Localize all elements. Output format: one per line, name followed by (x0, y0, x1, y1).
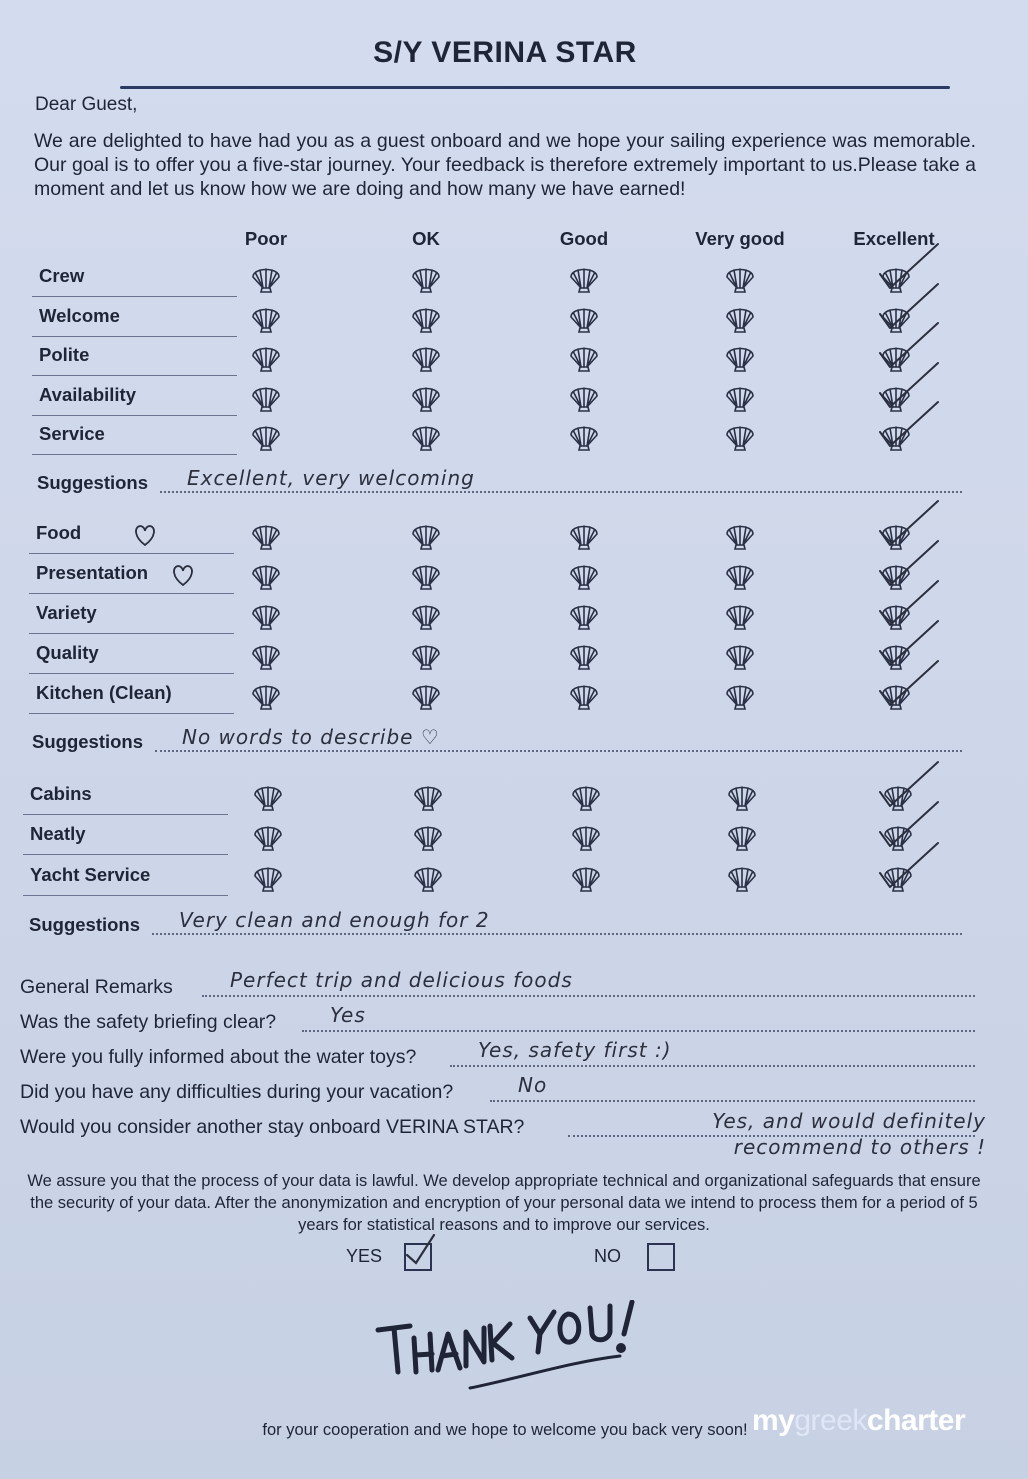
shell-rating-very-good[interactable] (723, 340, 757, 374)
watermark-part-greek: greek (794, 1404, 867, 1437)
column-header-ok: OK (412, 228, 440, 249)
question-label: Was the safety briefing clear? (20, 1011, 277, 1033)
answer-dotted-line (302, 1028, 975, 1032)
shell-rating-very-good[interactable] (725, 860, 759, 894)
row-label-cabins: Cabins (30, 783, 92, 804)
row-label-food: Food (36, 522, 82, 543)
suggestions-handwritten-answer[interactable]: Very clean and enough for 2 (179, 908, 490, 932)
thank-you-lettering (370, 1300, 660, 1395)
shell-rating-poor[interactable] (249, 678, 283, 712)
shell-rating-ok[interactable] (411, 860, 445, 894)
shell-rating-ok[interactable] (409, 558, 443, 592)
question-label: Were you fully informed about the water toys? (20, 1046, 417, 1068)
suggestions-label: Suggestions (32, 731, 144, 752)
shell-rating-poor[interactable] (251, 779, 285, 813)
row-label-crew: Crew (39, 265, 85, 286)
row-divider (32, 415, 237, 416)
row-divider (29, 713, 234, 714)
shell-rating-very-good[interactable] (723, 518, 757, 552)
row-divider (23, 854, 228, 855)
consent-no-checkbox[interactable] (647, 1243, 675, 1271)
column-header-good: Good (559, 228, 609, 249)
watermark-part-my: my (752, 1404, 795, 1437)
row-divider (29, 593, 234, 594)
question-label: Did you have any difficulties during your vacation? (20, 1081, 454, 1103)
shell-rating-poor[interactable] (249, 380, 283, 414)
question-label: Would you consider another stay onboard VERINA STAR? (20, 1116, 525, 1138)
shell-rating-poor[interactable] (249, 301, 283, 335)
shell-rating-poor[interactable] (249, 558, 283, 592)
shell-rating-very-good[interactable] (723, 419, 757, 453)
row-divider (32, 454, 237, 455)
shell-rating-ok[interactable] (409, 598, 443, 632)
shell-rating-ok[interactable] (409, 380, 443, 414)
row-divider (32, 336, 237, 337)
shell-rating-ok[interactable] (411, 779, 445, 813)
form-title: S/Y VERINA STAR (373, 36, 637, 69)
shell-rating-poor[interactable] (249, 518, 283, 552)
watermark-part-charter: charter (866, 1404, 966, 1437)
suggestions-label: Suggestions (37, 472, 149, 493)
shell-rating-very-good[interactable] (725, 819, 759, 853)
row-divider (29, 553, 234, 554)
greeting: Dear Guest, (35, 94, 138, 115)
suggestions-handwritten-answer[interactable]: Excellent, very welcoming (187, 466, 475, 490)
shell-rating-ok[interactable] (409, 638, 443, 672)
answer-dotted-line (202, 993, 975, 997)
watermark-logo (752, 1404, 965, 1438)
consent-no-label: NO (594, 1246, 621, 1266)
suggestions-handwritten-answer[interactable]: No words to describe ♡ (182, 725, 440, 749)
shell-rating-good[interactable] (567, 380, 601, 414)
shell-rating-ok[interactable] (409, 518, 443, 552)
shell-rating-poor[interactable] (249, 598, 283, 632)
shell-rating-ok[interactable] (411, 819, 445, 853)
checkmark-icon (876, 655, 946, 715)
privacy-notice: We assure you that the process of your data is lawful. We develop appropriate technical and organizational safeguards that ensure the security of your data. After the anonymization and encryption of your personal data we intend to process them for a period of 5 years for statistical reasons and to improve our services. (27, 1172, 981, 1234)
shell-rating-good[interactable] (567, 518, 601, 552)
title-underline (120, 86, 950, 89)
row-label-kitchen-clean: Kitchen (Clean) (36, 682, 172, 703)
shell-rating-good[interactable] (567, 638, 601, 672)
shell-rating-good[interactable] (567, 340, 601, 374)
shell-rating-good[interactable] (567, 301, 601, 335)
shell-rating-very-good[interactable] (723, 380, 757, 414)
row-label-quality: Quality (36, 642, 99, 663)
column-header-excellent: Excellent (853, 228, 935, 249)
row-label-presentation: Presentation (36, 562, 149, 583)
handwritten-answer[interactable]: Yes, safety first :) (478, 1038, 672, 1062)
handwritten-answer[interactable]: No (518, 1073, 548, 1097)
shell-rating-very-good[interactable] (723, 558, 757, 592)
column-header-poor: Poor (244, 228, 288, 249)
shell-rating-very-good[interactable] (723, 678, 757, 712)
checkmark-icon (876, 837, 946, 897)
shell-rating-poor[interactable] (251, 860, 285, 894)
row-divider (29, 633, 234, 634)
shell-rating-poor[interactable] (251, 819, 285, 853)
shell-rating-very-good[interactable] (723, 638, 757, 672)
shell-rating-ok[interactable] (409, 340, 443, 374)
footer-message: for your cooperation and we hope to welcome you back very soon! (262, 1421, 748, 1439)
heart-icon (170, 563, 196, 587)
row-label-neatly: Neatly (30, 823, 86, 844)
shell-rating-very-good[interactable] (725, 779, 759, 813)
heart-icon (132, 523, 158, 547)
shell-rating-good[interactable] (569, 860, 603, 894)
row-label-availability: Availability (39, 384, 136, 405)
shell-rating-very-good[interactable] (723, 261, 757, 295)
row-label-variety: Variety (36, 602, 97, 623)
handwritten-answer[interactable]: Yes, and would definitely recommend to others ! (712, 1109, 986, 1159)
checkmark-icon (876, 396, 946, 456)
shell-rating-good[interactable] (567, 558, 601, 592)
shell-rating-good[interactable] (569, 779, 603, 813)
shell-rating-ok[interactable] (409, 678, 443, 712)
row-label-yacht-service: Yacht Service (30, 864, 151, 885)
shell-rating-ok[interactable] (409, 261, 443, 295)
row-divider (32, 296, 237, 297)
shell-rating-ok[interactable] (409, 301, 443, 335)
shell-rating-ok[interactable] (409, 419, 443, 453)
row-divider (32, 375, 237, 376)
shell-rating-good[interactable] (567, 419, 601, 453)
shell-rating-poor[interactable] (249, 419, 283, 453)
row-divider (23, 814, 228, 815)
shell-rating-poor[interactable] (249, 638, 283, 672)
column-header-very-good: Very good (695, 228, 785, 249)
row-label-polite: Polite (39, 344, 90, 365)
row-label-welcome: Welcome (39, 305, 120, 326)
shell-rating-poor[interactable] (249, 261, 283, 295)
answer-dotted-line (490, 1098, 975, 1102)
shell-rating-good[interactable] (567, 678, 601, 712)
shell-rating-good[interactable] (569, 819, 603, 853)
answer-dotted-line (450, 1063, 975, 1067)
shell-rating-very-good[interactable] (723, 598, 757, 632)
intro-paragraph: We are delighted to have had you as a guest onboard and we hope your sailing experience was memorable. Our goal is to offer you a five-star journey. Your feedback is therefore extremely important to us.Please take a moment and let us know how we are doing and how many we have earned! (34, 130, 976, 200)
question-label: General Remarks (20, 976, 173, 998)
handwritten-answer[interactable]: Yes (330, 1003, 366, 1027)
consent-yes-label: YES (346, 1246, 383, 1266)
row-divider (23, 895, 228, 896)
consent-yes-checkbox[interactable] (404, 1243, 432, 1271)
shell-rating-good[interactable] (567, 261, 601, 295)
shell-rating-good[interactable] (567, 598, 601, 632)
handwritten-answer[interactable]: Perfect trip and delicious foods (230, 968, 573, 992)
row-divider (29, 673, 234, 674)
suggestions-label: Suggestions (29, 914, 141, 935)
shell-rating-very-good[interactable] (723, 301, 757, 335)
row-label-service: Service (39, 423, 105, 444)
shell-rating-poor[interactable] (249, 340, 283, 374)
checkmark-icon (404, 1233, 438, 1267)
